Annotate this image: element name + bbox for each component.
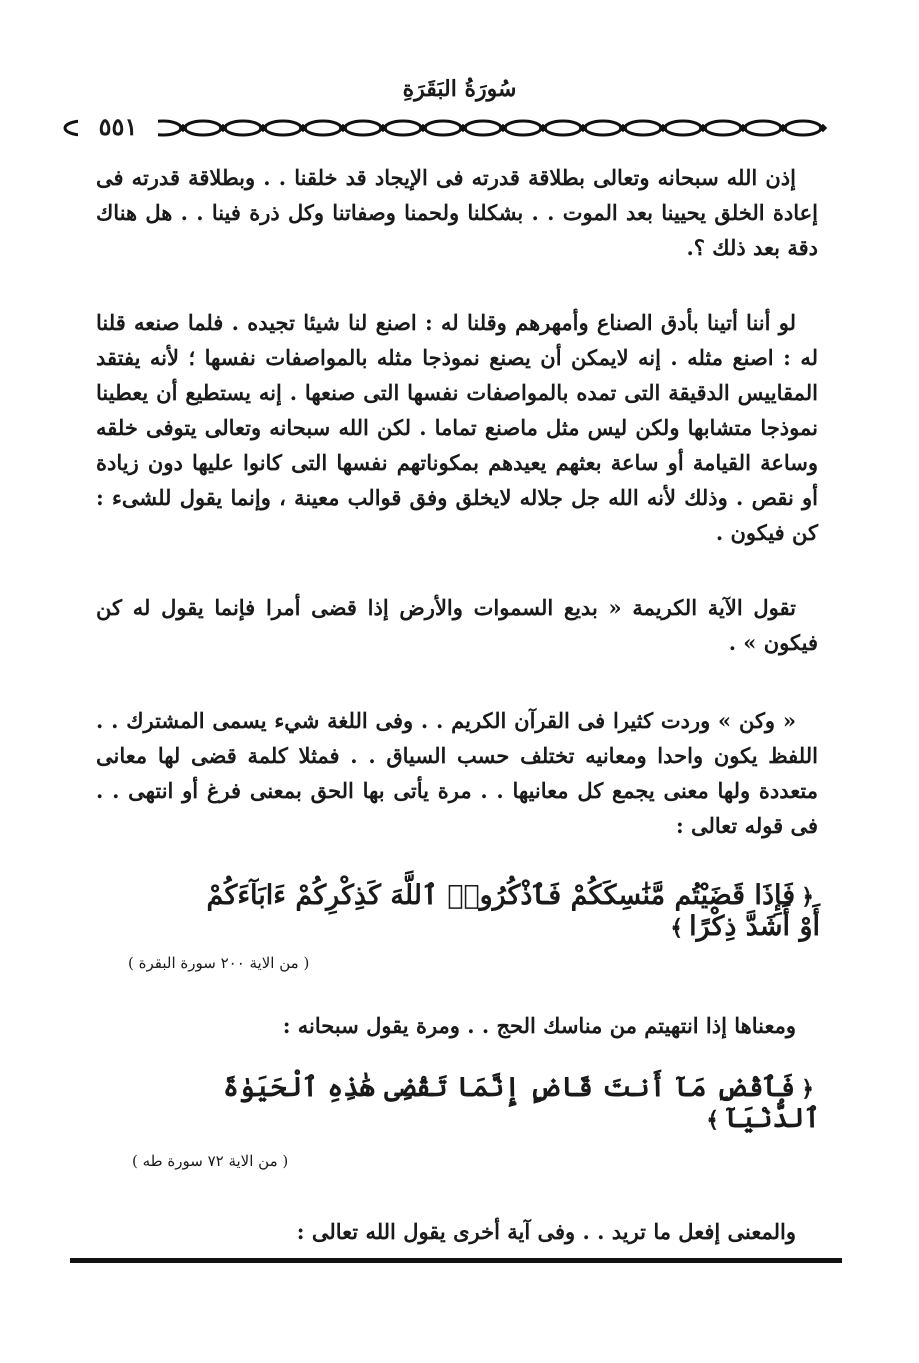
bottom-rule — [70, 1258, 842, 1263]
paragraph-2: لو أننا أتينا بأدق الصناع وأمهرهم وقلنا له : اصنع لنا شيئا تجيده . فلما صنعه قلنا له : اصنع مثله . إنه لايمكن أن يصنع نموذجا مثله بالمواصفات نفسها ؛ لأنه يفتقد المقاييس الدقيقة التى تمده بالمواصفات نفسها التى صنعها . إنه يستطيع أن يعطينا نموذجا متشابها ولكن ليس مثل ماصنع تماما . لكن الله سبحانه وتعالى يتوفى خلقه وساعة القيامة أو ساعة بعثهم يعيدهم بمكوناتهم نفسها التى كانوا عليها دون زيادة أو نقص . وذلك لأنه الله جل جلاله لايخلق وفق قوالب معينة ، وإنما يقول للشىء : كن فيكون . — [96, 310, 818, 545]
paragraph-6: والمعنى إفعل ما تريد . . وفى آية أخرى يقول الله تعالى : — [296, 1219, 796, 1244]
chain-link — [505, 121, 541, 135]
page-number: ٥٥١ — [78, 112, 158, 141]
chain-link — [265, 121, 301, 135]
paragraph-5: ومعناها إذا انتهيتم من مناسك الحج . . ومرة يقول سبحانه : — [282, 1013, 796, 1038]
chain-link — [225, 121, 261, 135]
chain-link — [345, 121, 381, 135]
chain-link — [665, 121, 701, 135]
chain-link — [625, 121, 661, 135]
verse-reference-2: ( من الاية ٧٢ سورة طه ) — [132, 1152, 289, 1170]
chain-link — [425, 121, 461, 135]
quran-verse-2: ﴿فَٱقْضِ مَآ أَنتَ قَاضٍ إِنَّمَا تَقْضِى هَٰذِهِ ٱلْحَيَوٰةَ ٱلدُّنْيَآ﴾ — [223, 1072, 820, 1134]
verse-close-ornament-icon: ﴾ — [706, 1107, 720, 1133]
verse-reference-1: ( من الاية ٢٠٠ سورة البقرة ) — [128, 954, 310, 972]
chain-link — [585, 121, 621, 135]
chain-link — [785, 121, 821, 135]
chain-link — [745, 121, 781, 135]
verse-open-ornament-icon: ﴿ — [801, 884, 814, 910]
verse-open-ornament-icon: ﴿ — [801, 1076, 814, 1102]
chain-link — [545, 121, 581, 135]
paragraph-1: إذن الله سبحانه وتعالى بطلاقة قدرته فى الإيجاد قد خلقنا . . وبطلاقة قدرته فى إعادة الخلق يحيينا بعد الموت . . بشكلنا ولحمنا وصفاتنا وكل ذرة فينا . . هل هناك دقة بعد ذلك ؟. — [96, 165, 818, 260]
paragraph-4: « وكن » وردت كثيرا فى القرآن الكريم . . وفى اللغة شيء يسمى المشترك . . اللفظ يكون واحدا ومعانيه تختلف حسب السياق . . فمثلا كلمة قضى لها معانى متعددة ولها معنى يجمع كل معانيها . . مرة يأتى بها الحق بمعنى فرغ أو انتهى . . فى قوله تعالى : — [96, 708, 818, 838]
surah-title: سُورَةُ البَقَرَةِ — [402, 76, 517, 102]
paragraph-3: تقول الآية الكريمة « بديع السموات والأرض إذا قضى أمرا فإنما يقول له كن فيكون » . — [96, 595, 818, 655]
chain-link — [385, 121, 421, 135]
chain-border-ornament — [60, 116, 840, 140]
chain-link — [465, 121, 501, 135]
chain-link — [305, 121, 341, 135]
chain-link — [185, 121, 221, 135]
chain-link — [705, 121, 741, 135]
verse-close-ornament-icon: ﴾ — [670, 915, 684, 941]
quran-verse-1: ﴿فَإِذَا قَضَيْتُم مَّنَٰسِكَكُمْ فَٱذْكُرُوا۟ ٱللَّهَ كَذِكْرِكُمْ ءَابَآءَكُمْ أَوْ أَشَدَّ ذِكْرًا﴾ — [206, 880, 820, 942]
